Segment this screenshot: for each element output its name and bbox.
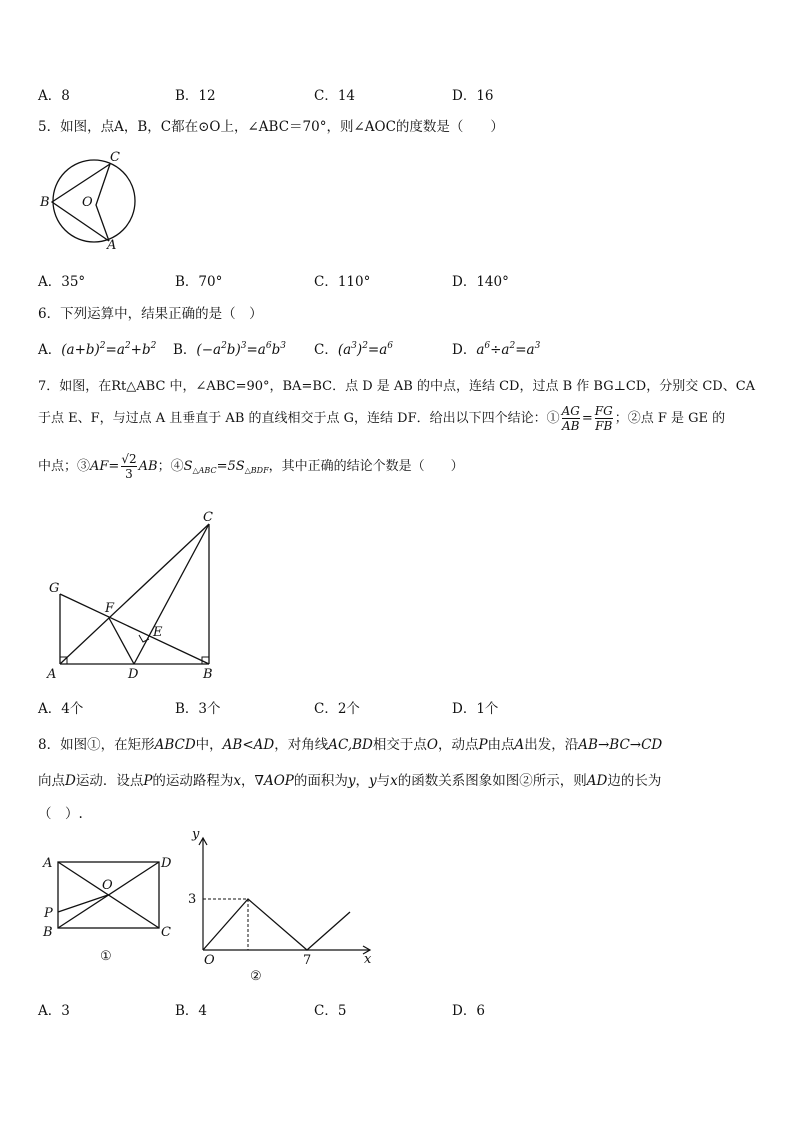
formula-c: $(a^3)^2=a^6$ <box>337 341 394 358</box>
q8-text-2e: 的面积为 <box>293 773 348 789</box>
option-c: C．2个 <box>314 701 360 717</box>
q8-text-1a: 8．如图①，在矩形 <box>38 737 155 753</box>
figure-number-2: ② <box>250 969 262 984</box>
option-a <box>38 338 156 358</box>
q8-line1: 8．如图①，在矩形ABCD中，AB<AD，对角线AC,BD相交于点O，动点P由点A出发，沿AB→BC→CD <box>38 737 663 753</box>
frac-ag-ab: $\frac{AG}{AB}$ <box>561 404 580 433</box>
formula-area: $S_{\triangle ABC}=5S_{\triangle BDF}$ <box>183 459 269 475</box>
q7-options <box>38 697 758 715</box>
figure-number-1: ① <box>100 949 112 964</box>
formula-b: $(-a^2b)^3=a^6b^3$ <box>196 341 286 358</box>
option-d <box>452 338 540 358</box>
label-f: F <box>105 601 115 616</box>
label-d: D <box>128 667 139 682</box>
circle-o <box>53 160 135 242</box>
option-c <box>314 338 393 358</box>
q7-line3 <box>38 452 464 481</box>
label-g: G <box>49 581 60 596</box>
tick-3: 3 <box>188 892 197 907</box>
q8-text-2b: 运动．设点 <box>75 773 144 789</box>
q8-text-1d: 相交于点 <box>372 737 427 753</box>
label-a: A <box>107 238 117 253</box>
option-b-label: B． <box>173 342 197 358</box>
q7-line2-text-a: 于点 E、F，与过点 A 且垂直于 AB 的直线相交于点 G，连结 DF．给出以下四个结论：① <box>38 411 560 426</box>
label-o: O <box>82 195 93 210</box>
option-a: A．3 <box>38 1003 70 1019</box>
radii-oc-oa <box>96 164 110 241</box>
option-a: A．8 <box>38 88 70 104</box>
label-a: A <box>43 856 53 871</box>
option-a: A．35° <box>38 274 86 290</box>
q8-text-2a: 向点 <box>38 773 65 789</box>
q7-line1: 7．如图，在Rt△ABC 中，∠ABC=90°，BA=BC．点 D 是 AB 的中点，连结 CD，过点 B 作 BG⊥CD，分别交 CD、CA <box>38 379 756 394</box>
tick-7: 7 <box>303 953 312 968</box>
axis-y-label: y <box>192 827 200 842</box>
q8-text-2i: 边的长为 <box>607 773 662 789</box>
formula-d: $a^6\div a^2=a^3$ <box>476 341 541 358</box>
q8-line3: （ ）. <box>38 806 83 822</box>
option-b: B．70° <box>175 274 223 290</box>
q8-text-2f: ， <box>355 773 370 789</box>
label-c: C <box>161 925 171 940</box>
q8-text-1c: ，对角线 <box>274 737 329 753</box>
q5-circle-figure <box>38 148 148 252</box>
q8-text-2d: ， <box>241 773 255 789</box>
label-d: D <box>161 856 172 871</box>
label-p: P <box>44 906 53 921</box>
option-b: B．3个 <box>175 701 221 717</box>
axis-x-label: x <box>364 952 372 967</box>
option-d: D．140° <box>452 274 509 290</box>
option-c: C．110° <box>314 274 371 290</box>
formula-a: $(a+b)^2=a^2+b^2$ <box>61 341 157 358</box>
q8-rectangle-figure <box>38 850 178 966</box>
option-b <box>173 338 286 358</box>
q7-line3-text-b: ；④ <box>157 459 184 474</box>
chord-cba <box>52 164 110 241</box>
origin-label: O <box>204 953 215 968</box>
q7-triangle-figure <box>38 508 228 684</box>
option-c: C．14 <box>314 88 356 104</box>
option-d: D．6 <box>452 1003 485 1019</box>
q8-text-1g: 出发，沿 <box>524 737 579 753</box>
option-b: B．4 <box>175 1003 208 1019</box>
q8-text-1e: ，动点 <box>437 737 479 753</box>
label-o: O <box>102 878 113 893</box>
q8-line2: 向点D运动．设点P的运动路程为x，∇AOP的面积为y，y与x的函数关系图象如图②所示，则AD边的长为 <box>38 773 662 789</box>
q8-text-1b: 中， <box>195 737 223 753</box>
q7-line2: 于点 E、F，与过点 A 且垂直于 AB 的直线相交于点 G，连结 DF．给出以下四个结论：① $\frac{AG}{AB}$ = $\frac{FG}{FB}$ ；②点 F 是 GE 的 <box>38 404 726 433</box>
frac-fg-fb: $\frac{FG}{FB}$ <box>594 404 613 433</box>
option-a-label: A． <box>38 342 62 358</box>
label-b: B <box>43 925 53 940</box>
q8-text-1f: 由点 <box>487 737 515 753</box>
formula-ab: AB <box>138 459 158 474</box>
q5-text: 5．如图，点A，B，C都在⊙O上，∠ABC＝70°，则∠AOC的度数是（ ） <box>38 119 504 135</box>
label-a: A <box>47 667 57 682</box>
option-a: A．4个 <box>38 701 84 717</box>
label-b: B <box>203 667 213 682</box>
option-c-label: C． <box>314 342 338 358</box>
label-c: C <box>110 150 120 165</box>
q5-options <box>38 270 758 288</box>
q8-function-graph <box>178 826 378 986</box>
top-options <box>38 84 758 102</box>
option-d: D．1个 <box>452 701 499 717</box>
frac-sqrt2-3: $\frac{√2}{3}$ <box>121 452 137 481</box>
label-b: B <box>40 195 50 210</box>
function-line <box>203 899 350 950</box>
q6-options <box>38 338 758 356</box>
option-c: C．5 <box>314 1003 347 1019</box>
q7-line3-text-c: ，其中正确的结论个数是（ ） <box>268 459 464 474</box>
option-d-label: D． <box>452 342 477 358</box>
q8-text-2c: 的运动路程为 <box>152 773 234 789</box>
q7-line2-text-b: ；②点 F 是 GE 的 <box>614 411 726 426</box>
q6-text: 6．下列运算中，结果正确的是（ ） <box>38 306 263 322</box>
q7-line3-text-a: 中点；③ <box>38 459 91 474</box>
label-e: E <box>153 625 163 640</box>
option-b: B．12 <box>175 88 216 104</box>
q8-text-2h: 的函数关系图象如图②所示，则 <box>397 773 587 789</box>
formula-af: AF= <box>90 459 120 474</box>
q8-text-2g: 与 <box>376 773 391 789</box>
label-c: C <box>203 510 213 525</box>
option-d: D．16 <box>452 88 494 104</box>
q8-options <box>38 999 758 1017</box>
